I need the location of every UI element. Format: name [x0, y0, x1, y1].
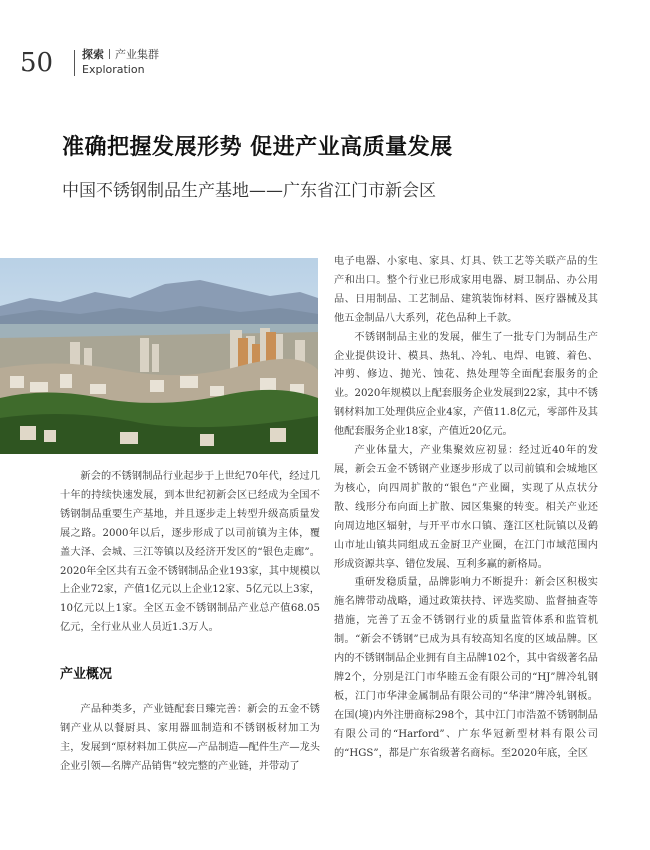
paragraph: 产业体量大，产业集聚效应初显：经过近40年的发展，新会五金不锈钢产业逐步形成了以司前镇和会城地区为核心，向四周扩散的“银色”产业圈，实现了从点状分散、线形分布向面上扩散、园区集聚的转变。相关产业还向周边地区辐射，与开平市水口镇、蓬江区杜阮镇以及鹤山市址山镇共同组成五金厨卫产业圈，在江门市域范围内形成资源共享、错位发展、互利多赢的新格局。: [334, 445, 598, 570]
paragraph: 重研发稳质量，品牌影响力不断提升：新会区积极实施名牌带动战略，通过政策扶持、评选奖励、监督抽查等措施，完善了五金不锈钢行业的质量监管体系和监管机制。“新会不锈钢”已成为具有较高知名度的区域品牌。区内的不锈钢制品企业拥有自主品牌102个，其中省级著名品牌2个，分别是江门市华睦五金有限公司的“HJ”牌冷轧钢板，江门市华津金属制品有限公司的“华津”牌冷轧钢板。在国(境)内外注册商标298个，其中江门市浩盈不锈钢制品有限公司的“Harford”、广东华冠新型材料有限公司的“HGS”，都是广东省级著名商标。至2020年底，全区: [334, 577, 598, 759]
left-column-overview: [60, 701, 320, 777]
paragraph: 产品种类多，产业链配套日臻完善：新会的五金不锈钢产业从以餐厨具、家用器皿制造和不锈钢板材加工为主，发展到“原材料加工供应—产品制造—配件生产—龙头企业引领—名牌产品销售”较完整的产业链，并带动了: [60, 704, 320, 772]
article-subtitle: 中国不锈钢制品生产基地——广东省江门市新会区: [62, 181, 436, 201]
city-photo: [0, 258, 318, 454]
paragraph: 新会的不锈钢制品行业起步于上世纪70年代，经过几十年的持续快速发展，到本世纪初新会区已经成为全国不锈钢制品重要生产基地，并且逐步走上转型升级高质量发展之路。2000年以后，逐步形成了以司前镇为主体，覆盖大泽、会城、三江等镇以及经济开发区的“银色走廊”。2020年全区共有五金不锈钢制品企业193家，其中规模以上企业72家，产值1亿元以上企业12家、5亿元以上3家，10亿元以上1家。全区五金不锈钢制品产业总产值68.05亿元，全行业从业人员近1.3万人。: [60, 471, 320, 634]
section-label: [82, 48, 222, 77]
article-title: 准确把握发展形势 促进产业高质量发展: [62, 135, 453, 160]
section-heading: 产业概况: [60, 667, 113, 682]
right-column: [334, 253, 598, 763]
left-column-intro: [60, 468, 320, 638]
paragraph: 电子电器、小家电、家具、灯具、铁工艺等关联产品的生产和出口。整个行业已形成家用电器、厨卫制品、办公用品、日用制品、工艺制品、建筑装饰材料、医疗器械及其他五金制品八大系列，花色品种上千款。: [334, 256, 598, 324]
city-photo-illustration: [0, 258, 318, 454]
section-divider: [109, 49, 110, 59]
header-divider: [74, 50, 75, 76]
paragraph: 不锈钢制品主业的发展，催生了一批专门为制品生产企业提供设计、模具、热轧、冷轧、电焊、电镀、着色、冲剪、修边、抛光、蚀花、热处理等全面配套服务的企业。2020年规模以上配套服务企业发展到22家，其中不锈钢材料加工处理供应企业4家，产值11.8亿元，零部件及其他配套服务企业18家，产值近20亿元。: [334, 331, 598, 438]
section-name-en: Exploration: [82, 63, 145, 76]
section-category: 产业集群: [115, 48, 159, 61]
page-number: 50: [20, 48, 54, 78]
section-name: 探索: [82, 48, 104, 61]
